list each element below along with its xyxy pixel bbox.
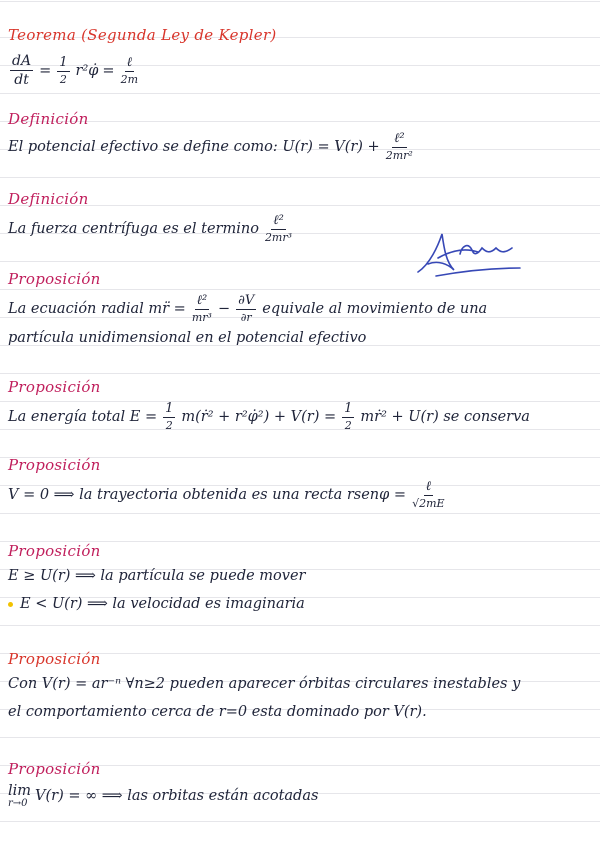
proposition-5-line-2: el comportamiento cerca de r=0 esta dominado por V(r).: [8, 704, 427, 720]
proposition-6-body: lim r→0 V(r) = ∞ ⟹ las orbitas están acotadas: [8, 783, 319, 809]
definition-heading: Definición: [8, 110, 89, 128]
proposition-3-body: V = 0 ⟹ la trayectoria obtenida es una recta rsenφ = $\frac{\text{ℓ}}{√2mE}$: [8, 479, 445, 510]
proposition-heading: Proposición: [8, 542, 101, 560]
definition-1: [8, 110, 592, 128]
proposition-4-line-2: E < U(r) ⟹ la velocidad es imaginaria: [8, 596, 592, 612]
effective-potential-fraction: $\frac{\text{ℓ²}}{\text{2mr²}}$: [385, 131, 413, 162]
proposition-heading: Proposición: [8, 270, 101, 288]
theorem-equation: $\frac{dA}{dt}$ = $\frac{1}{2}$ r²φ̇ = $\frac{\text{ℓ}}{2m}$: [12, 53, 139, 88]
proposition-4-line-1: E ≥ U(r) ⟹ la partícula se puede mover: [8, 568, 306, 584]
half-fraction: $\frac{1}{2}$: [59, 55, 68, 86]
proposition-5: [8, 650, 592, 668]
partial-v-fraction: $\frac{\partial V}{\partial r}$: [238, 293, 255, 324]
definition-1-text: El potencial efectivo se define como: U(r) = V(r) +: [8, 138, 380, 155]
proposition-6: [8, 760, 592, 778]
centrifugal-fraction: $\frac{\text{ℓ²}}{\text{2mr³}}$: [264, 213, 293, 244]
proposition-heading: Proposición: [8, 650, 101, 668]
definition-2: [8, 190, 592, 208]
proposition-heading: Proposición: [8, 456, 101, 474]
definition-1-body: [8, 132, 592, 161]
proposition-2: [8, 378, 592, 396]
highlight-dot: [8, 602, 13, 607]
limit-expression: lim r→0: [8, 783, 32, 809]
definition-heading: Definición: [8, 190, 89, 208]
theorem-title: Teorema (Segunda Ley de Kepler): [8, 26, 277, 44]
half-fraction: $\frac{1}{2}$: [165, 401, 174, 432]
proposition-3: [8, 456, 592, 474]
dA-dt-fraction: $\frac{dA}{dt}$: [12, 53, 32, 88]
proposition-1-body: La ecuación radial mr̈ = $\frac{\text{ℓ²}}{\text{mr³}}$ − $\frac{\partial V}{\partial r}$ equivale al movimiento de una: [8, 293, 488, 324]
proposition-2-body: La energía total E = $\frac{1}{2}$ m(ṙ² + r²φ̇²) + V(r) = $\frac{1}{2}$ mṙ² + U(r) se conserva: [8, 401, 530, 432]
proposition-5-line-1: Con V(r) = ar⁻ⁿ ∀n≥2 pueden aparecer órbitas circulares inestables y: [8, 676, 521, 692]
l2-over-mr3-fraction: $\frac{\text{ℓ²}}{\text{mr³}}$: [191, 293, 212, 324]
proposition-heading: Proposición: [8, 378, 101, 396]
l-over-sqrt-2mE-fraction: $\frac{\text{ℓ}}{√2mE}$: [412, 479, 445, 510]
proposition-4: [8, 542, 592, 560]
half-fraction: $\frac{1}{2}$: [344, 401, 353, 432]
theorem-block: [8, 26, 592, 44]
proposition-1: [8, 270, 592, 288]
l-over-2m-fraction: $\frac{\text{ℓ}}{2m}$: [120, 55, 139, 86]
definition-2-text: La fuerza centrífuga es el termino: [8, 220, 259, 237]
proposition-1-line-2: partícula unidimensional en el potencial efectivo: [8, 330, 367, 346]
proposition-heading: Proposición: [8, 760, 101, 778]
